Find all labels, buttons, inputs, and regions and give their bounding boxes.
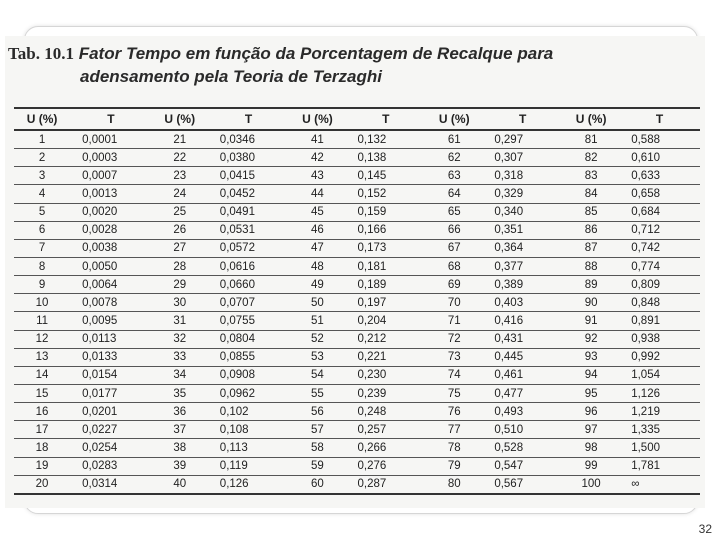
table-row — [14, 384, 700, 402]
cell-t-value: 0,0050 — [70, 257, 152, 275]
cell-u-percent: 98 — [563, 439, 619, 457]
cell-u-percent: 12 — [14, 330, 70, 348]
cell-t-value: 0,132 — [345, 130, 426, 149]
cell-t-value: 0,848 — [619, 294, 700, 312]
cell-t-value: 0,166 — [345, 221, 426, 239]
cell-t-value: 0,204 — [345, 312, 426, 330]
cell-u-percent: 50 — [289, 294, 345, 312]
cell-t-value: 0,0003 — [70, 149, 152, 167]
cell-t-value: 0,712 — [619, 221, 700, 239]
cell-u-percent: 18 — [14, 439, 70, 457]
cell-u-percent: 64 — [426, 185, 482, 203]
cell-u-percent: 42 — [289, 149, 345, 167]
cell-t-value: 1,781 — [619, 457, 700, 475]
cell-u-percent: 56 — [289, 403, 345, 421]
cell-u-percent: 7 — [14, 239, 70, 257]
cell-t-value: 0,0254 — [70, 439, 152, 457]
header-u-percent: U (%) — [289, 108, 345, 130]
table-row — [14, 149, 700, 167]
cell-u-percent: 22 — [152, 149, 208, 167]
cell-u-percent: 52 — [289, 330, 345, 348]
page-number: 32 — [698, 522, 712, 536]
cell-u-percent: 92 — [563, 330, 619, 348]
cell-t-value: 0,0908 — [208, 366, 290, 384]
cell-u-percent: 67 — [426, 239, 482, 257]
cell-t-value: 0,248 — [345, 403, 426, 421]
cell-u-percent: 73 — [426, 348, 482, 366]
cell-u-percent: 28 — [152, 257, 208, 275]
cell-t-value: 0,992 — [619, 348, 700, 366]
cell-t-value: 0,809 — [619, 276, 700, 294]
table-row — [14, 203, 700, 221]
cell-t-value: 0,0133 — [70, 348, 152, 366]
table-row — [14, 475, 700, 494]
caption-prefix: Tab. 10.1 — [8, 44, 74, 63]
cell-u-percent: 62 — [426, 149, 482, 167]
cell-u-percent: 61 — [426, 130, 482, 149]
cell-u-percent: 43 — [289, 167, 345, 185]
cell-u-percent: 26 — [152, 221, 208, 239]
cell-u-percent: 85 — [563, 203, 619, 221]
table-row — [14, 130, 700, 149]
cell-u-percent: 66 — [426, 221, 482, 239]
table-row — [14, 439, 700, 457]
cell-u-percent: 68 — [426, 257, 482, 275]
cell-t-value: 0,416 — [482, 312, 563, 330]
cell-u-percent: 13 — [14, 348, 70, 366]
cell-t-value: 0,658 — [619, 185, 700, 203]
cell-t-value: 0,0113 — [70, 330, 152, 348]
cell-u-percent: 94 — [563, 366, 619, 384]
cell-u-percent: 10 — [14, 294, 70, 312]
cell-t-value: ∞ — [631, 478, 640, 491]
table-row — [14, 421, 700, 439]
cell-u-percent: 63 — [426, 167, 482, 185]
cell-t-value: 1,054 — [619, 366, 700, 384]
cell-t-value: 0,113 — [208, 439, 290, 457]
cell-u-percent: 3 — [14, 167, 70, 185]
cell-t-value: 0,389 — [482, 276, 563, 294]
table-row — [14, 403, 700, 421]
cell-t-value: 0,0346 — [208, 130, 290, 149]
cell-u-percent: 83 — [563, 167, 619, 185]
cell-t-value: 0,547 — [482, 457, 563, 475]
cell-t-value: 0,138 — [345, 149, 426, 167]
cell-u-percent: 30 — [152, 294, 208, 312]
cell-u-percent: 90 — [563, 294, 619, 312]
cell-t-value: 0,102 — [208, 403, 290, 421]
cell-t-value: 0,477 — [482, 384, 563, 402]
cell-u-percent: 44 — [289, 185, 345, 203]
header-u-percent: U (%) — [426, 108, 482, 130]
cell-u-percent: 89 — [563, 276, 619, 294]
cell-u-percent: 81 — [563, 130, 619, 149]
table-row — [14, 457, 700, 475]
cell-u-percent: 25 — [152, 203, 208, 221]
cell-t-value: 0,610 — [619, 149, 700, 167]
cell-u-percent: 9 — [14, 276, 70, 294]
cell-u-percent: 69 — [426, 276, 482, 294]
cell-t-value: 0,297 — [482, 130, 563, 149]
cell-t-value: 0,0020 — [70, 203, 152, 221]
cell-t-value: 0,108 — [208, 421, 290, 439]
cell-t-value: 0,0855 — [208, 348, 290, 366]
cell-t-value: 1,219 — [619, 403, 700, 421]
cell-u-percent: 93 — [563, 348, 619, 366]
cell-t-value: 0,221 — [345, 348, 426, 366]
cell-t-value: 0,891 — [619, 312, 700, 330]
header-t: T — [70, 108, 152, 130]
cell-t-value: 0,351 — [482, 221, 563, 239]
cell-u-percent: 96 — [563, 403, 619, 421]
cell-t-value: 0,287 — [357, 478, 387, 491]
table-row — [14, 276, 700, 294]
cell-u-percent: 34 — [152, 366, 208, 384]
cell-t-value: 1,335 — [619, 421, 700, 439]
cell-u-percent: 95 — [563, 384, 619, 402]
cell-u-percent: 41 — [289, 130, 345, 149]
table-row — [14, 221, 700, 239]
cell-u-percent: 46 — [289, 221, 345, 239]
cell-u-percent: 19 — [14, 457, 70, 475]
cell-u-percent: 53 — [289, 348, 345, 366]
cell-t-value: 0,340 — [482, 203, 563, 221]
cell-t-value: 0,266 — [345, 439, 426, 457]
cell-u-percent: 78 — [426, 439, 482, 457]
cell-u-percent: 35 — [152, 384, 208, 402]
cell-u-percent: 16 — [14, 403, 70, 421]
cell-t-value: 0,0804 — [208, 330, 290, 348]
cell-t-value: 0,493 — [482, 403, 563, 421]
cell-u-percent: 47 — [289, 239, 345, 257]
cell-t-value: 0,0038 — [70, 239, 152, 257]
cell-u-percent: 45 — [289, 203, 345, 221]
cell-t-value: 0,0078 — [70, 294, 152, 312]
table-row — [14, 348, 700, 366]
cell-u-percent: 31 — [152, 312, 208, 330]
cell-t-value: 0,239 — [345, 384, 426, 402]
cell-t-value: 0,329 — [482, 185, 563, 203]
time-factor-table — [14, 107, 700, 495]
cell-t-value: 0,0531 — [208, 221, 290, 239]
cell-u-percent: 72 — [426, 330, 482, 348]
cell-t-value: 0,0452 — [208, 185, 290, 203]
cell-u-percent: 82 — [563, 149, 619, 167]
cell-u-percent: 100 — [581, 478, 601, 491]
cell-t-value: 0,0201 — [70, 403, 152, 421]
cell-u-percent: 33 — [152, 348, 208, 366]
cell-t-value: 0,528 — [482, 439, 563, 457]
table-row — [14, 294, 700, 312]
cell-u-percent: 87 — [563, 239, 619, 257]
cell-t-value: 0,0962 — [208, 384, 290, 402]
cell-t-value: 0,318 — [482, 167, 563, 185]
cell-t-value: 0,257 — [345, 421, 426, 439]
cell-u-percent: 55 — [289, 384, 345, 402]
cell-t-value: 0,145 — [345, 167, 426, 185]
cell-u-percent: 40 — [173, 478, 187, 491]
cell-u-percent: 48 — [289, 257, 345, 275]
cell-t-value: 0,0415 — [208, 167, 290, 185]
cell-u-percent: 20 — [35, 478, 49, 491]
cell-u-percent: 39 — [152, 457, 208, 475]
cell-t-value: 0,567 — [494, 478, 524, 491]
cell-t-value: 0,126 — [219, 478, 249, 491]
cell-t-value: 0,0314 — [82, 478, 118, 491]
cell-u-percent: 99 — [563, 457, 619, 475]
cell-u-percent: 38 — [152, 439, 208, 457]
cell-u-percent: 37 — [152, 421, 208, 439]
cell-u-percent: 74 — [426, 366, 482, 384]
cell-u-percent: 59 — [289, 457, 345, 475]
cell-t-value: 0,189 — [345, 276, 426, 294]
header-u-percent: U (%) — [14, 108, 70, 130]
cell-u-percent: 32 — [152, 330, 208, 348]
cell-u-percent: 23 — [152, 167, 208, 185]
cell-t-value: 0,403 — [482, 294, 563, 312]
caption-line-2: adensamento pela Teoria de Terzaghi — [80, 67, 382, 86]
cell-u-percent: 54 — [289, 366, 345, 384]
cell-u-percent: 17 — [14, 421, 70, 439]
cell-u-percent: 65 — [426, 203, 482, 221]
cell-u-percent: 29 — [152, 276, 208, 294]
cell-u-percent: 97 — [563, 421, 619, 439]
header-t: T — [482, 108, 563, 130]
table-row — [14, 257, 700, 275]
table-row — [14, 330, 700, 348]
cell-t-value: 0,0028 — [70, 221, 152, 239]
cell-t-value: 0,0755 — [208, 312, 290, 330]
cell-t-value: 0,774 — [619, 257, 700, 275]
cell-u-percent: 27 — [152, 239, 208, 257]
cell-t-value: 0,0707 — [208, 294, 290, 312]
cell-t-value: 0,445 — [482, 348, 563, 366]
cell-t-value: 0,152 — [345, 185, 426, 203]
cell-u-percent: 79 — [426, 457, 482, 475]
cell-t-value: 0,0007 — [70, 167, 152, 185]
cell-t-value: 0,510 — [482, 421, 563, 439]
cell-u-percent: 70 — [426, 294, 482, 312]
cell-u-percent: 2 — [14, 149, 70, 167]
cell-u-percent: 84 — [563, 185, 619, 203]
cell-u-percent: 88 — [563, 257, 619, 275]
cell-t-value: 0,377 — [482, 257, 563, 275]
cell-t-value: 0,276 — [345, 457, 426, 475]
table-caption — [8, 42, 698, 88]
header-t: T — [208, 108, 290, 130]
cell-u-percent: 11 — [14, 312, 70, 330]
cell-t-value: 0,431 — [482, 330, 563, 348]
cell-u-percent: 77 — [426, 421, 482, 439]
cell-t-value: 0,0154 — [70, 366, 152, 384]
cell-t-value: 0,197 — [345, 294, 426, 312]
cell-u-percent: 58 — [289, 439, 345, 457]
cell-u-percent: 8 — [14, 257, 70, 275]
table-row — [14, 167, 700, 185]
cell-t-value: 0,181 — [345, 257, 426, 275]
cell-t-value: 0,461 — [482, 366, 563, 384]
cell-t-value: 0,0001 — [70, 130, 152, 149]
cell-t-value: 1,500 — [619, 439, 700, 457]
cell-t-value: 0,742 — [619, 239, 700, 257]
header-t: T — [619, 108, 700, 130]
table-body — [14, 130, 700, 494]
cell-t-value: 0,159 — [345, 203, 426, 221]
cell-t-value: 0,0283 — [70, 457, 152, 475]
cell-u-percent: 1 — [14, 130, 70, 149]
table-row — [14, 366, 700, 384]
cell-u-percent: 57 — [289, 421, 345, 439]
cell-u-percent: 51 — [289, 312, 345, 330]
cell-t-value: 0,0380 — [208, 149, 290, 167]
cell-u-percent: 5 — [14, 203, 70, 221]
cell-t-value: 0,230 — [345, 366, 426, 384]
cell-u-percent: 6 — [14, 221, 70, 239]
cell-u-percent: 75 — [426, 384, 482, 402]
table-row — [14, 312, 700, 330]
caption-line-1: Fator Tempo em função da Porcentagem de Recalque para — [78, 44, 554, 63]
cell-t-value: 0,0177 — [70, 384, 152, 402]
cell-u-percent: 71 — [426, 312, 482, 330]
cell-t-value: 1,126 — [619, 384, 700, 402]
cell-t-value: 0,588 — [619, 130, 700, 149]
cell-u-percent: 24 — [152, 185, 208, 203]
cell-t-value: 0,0660 — [208, 276, 290, 294]
header-u-percent: U (%) — [152, 108, 208, 130]
cell-u-percent: 15 — [14, 384, 70, 402]
table-row — [14, 239, 700, 257]
cell-t-value: 0,307 — [482, 149, 563, 167]
table-header-row — [14, 108, 700, 130]
cell-u-percent: 36 — [152, 403, 208, 421]
cell-t-value: 0,0572 — [208, 239, 290, 257]
cell-t-value: 0,633 — [619, 167, 700, 185]
cell-u-percent: 91 — [563, 312, 619, 330]
cell-u-percent: 86 — [563, 221, 619, 239]
cell-u-percent: 4 — [14, 185, 70, 203]
table-row — [14, 185, 700, 203]
cell-t-value: 0,684 — [619, 203, 700, 221]
cell-t-value: 0,938 — [619, 330, 700, 348]
cell-u-percent: 76 — [426, 403, 482, 421]
cell-t-value: 0,212 — [345, 330, 426, 348]
cell-t-value: 0,0616 — [208, 257, 290, 275]
cell-u-percent: 60 — [311, 478, 324, 491]
header-t: T — [345, 108, 426, 130]
cell-t-value: 0,0491 — [208, 203, 290, 221]
cell-t-value: 0,0013 — [70, 185, 152, 203]
cell-u-percent: 80 — [447, 478, 461, 491]
cell-t-value: 0,119 — [208, 457, 290, 475]
cell-u-percent: 21 — [152, 130, 208, 149]
header-u-percent: U (%) — [563, 108, 619, 130]
cell-t-value: 0,0095 — [70, 312, 152, 330]
cell-t-value: 0,173 — [345, 239, 426, 257]
cell-t-value: 0,0064 — [70, 276, 152, 294]
cell-u-percent: 14 — [14, 366, 70, 384]
cell-u-percent: 49 — [289, 276, 345, 294]
cell-t-value: 0,0227 — [70, 421, 152, 439]
cell-t-value: 0,364 — [482, 239, 563, 257]
